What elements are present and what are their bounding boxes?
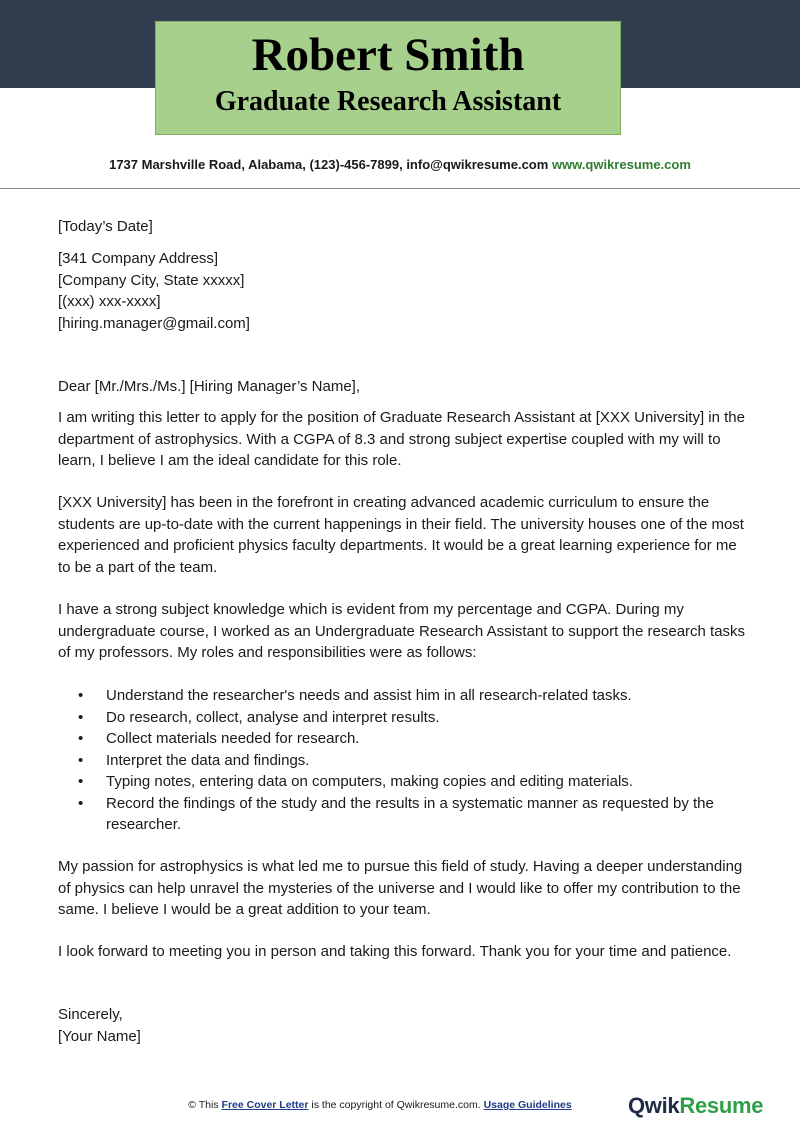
paragraph-experience [58, 599, 748, 664]
header-divider [0, 188, 800, 189]
free-cover-letter-link[interactable]: Free Cover Letter [221, 1099, 309, 1111]
contact-line [0, 157, 800, 172]
list-item [58, 685, 748, 707]
list-item-text: Record the findings of the study and the results in a systematic manner as requested by the researcher. [106, 794, 714, 833]
list-item [58, 750, 748, 772]
recipient-address [58, 248, 748, 334]
address-line: [hiring.manager@gmail.com] [58, 314, 250, 332]
address-line: [341 Company Address] [58, 250, 219, 267]
list-item-text: Interpret the data and findings. [106, 751, 310, 769]
qwikresume-logo [628, 1093, 763, 1119]
job-title: Graduate Research Assistant [214, 86, 562, 117]
paragraph-university [58, 492, 748, 578]
logo-part-resume: Resume [679, 1093, 764, 1118]
paragraph-text: [XXX University] has been in the forefront in creating advanced academic curriculum to ensure the students are up-to-date with the current happenings in their field. The university houses one of the most experienced and proficient physics faculty departments. It would be a great learning experience for me to be a part of the team. [58, 494, 744, 576]
salutation [58, 376, 748, 398]
paragraph-text: I have a strong subject knowledge which is evident from my percentage and CGPA. During my undergraduate course, I worked as an Undergraduate Research Assistant to support the research tasks of my professors. My roles and responsibilities were as follows: [58, 601, 746, 661]
list-item-text: Do research, collect, analyse and interpret results. [106, 708, 440, 726]
list-item [58, 771, 748, 793]
paragraph-closing [58, 941, 748, 963]
bullet-icon: • [78, 751, 84, 769]
contact-details: 1737 Marshville Road, Alabama, (123)-456-7899, info@qwikresume.com [109, 157, 549, 172]
salutation-text: Dear [Mr./Mrs./Ms.] [Hiring Manager’s Name], [58, 378, 361, 395]
bullet-icon: • [78, 708, 84, 726]
list-item [58, 793, 748, 836]
paragraph-text: I am writing this letter to apply for the position of Graduate Research Assistant at [XXX University] in the department of astrophysics. With a CGPA of 8.3 and strong subject expertise coupled with my will to learn, I believe I am the ideal candidate for this role. [58, 409, 745, 469]
date-text: [Today’s Date] [58, 218, 153, 235]
bullet-icon: • [78, 773, 84, 790]
paragraph-intro [58, 407, 748, 472]
name-banner [155, 21, 621, 135]
list-item [58, 728, 748, 750]
list-item-text: Collect materials needed for research. [106, 730, 360, 747]
logo-part-qwik: Qwik [628, 1093, 680, 1118]
address-line: [Company City, State xxxxx] [58, 271, 245, 289]
sign-off [58, 1004, 748, 1047]
paragraph-text: My passion for astrophysics is what led me to pursue this field of study. Having a deeper understanding of physics can help unravel the mysteries of the universe and I would like to offer my contribution to the same. I believe I would be a great addition to your team. [58, 858, 743, 918]
footer-prefix: © This [188, 1099, 219, 1111]
list-item-text: Typing notes, entering data on computers, making copies and editing materials. [106, 773, 633, 790]
responsibilities-list [58, 685, 748, 836]
applicant-name: Robert Smith [251, 29, 525, 81]
closing-text: Sincerely, [58, 1006, 123, 1023]
website-link[interactable]: www.qwikresume.com [551, 157, 691, 172]
usage-guidelines-link[interactable]: Usage Guidelines [483, 1099, 572, 1111]
list-item [58, 707, 748, 729]
paragraph-text: I look forward to meeting you in person and taking this forward. Thank you for your time and patience. [58, 943, 732, 960]
address-line: [(xxx) xxx-xxxx] [58, 293, 161, 310]
list-item-text: Understand the researcher's needs and assist him in all research-related tasks. [106, 687, 632, 704]
bullet-icon: • [78, 687, 84, 704]
bullet-icon: • [78, 730, 84, 747]
bullet-icon: • [78, 794, 84, 812]
footer-middle: is the copyright of Qwikresume.com. [311, 1099, 481, 1111]
paragraph-passion [58, 856, 748, 921]
signature-text: [Your Name] [58, 1027, 141, 1045]
letter-date [58, 216, 748, 238]
